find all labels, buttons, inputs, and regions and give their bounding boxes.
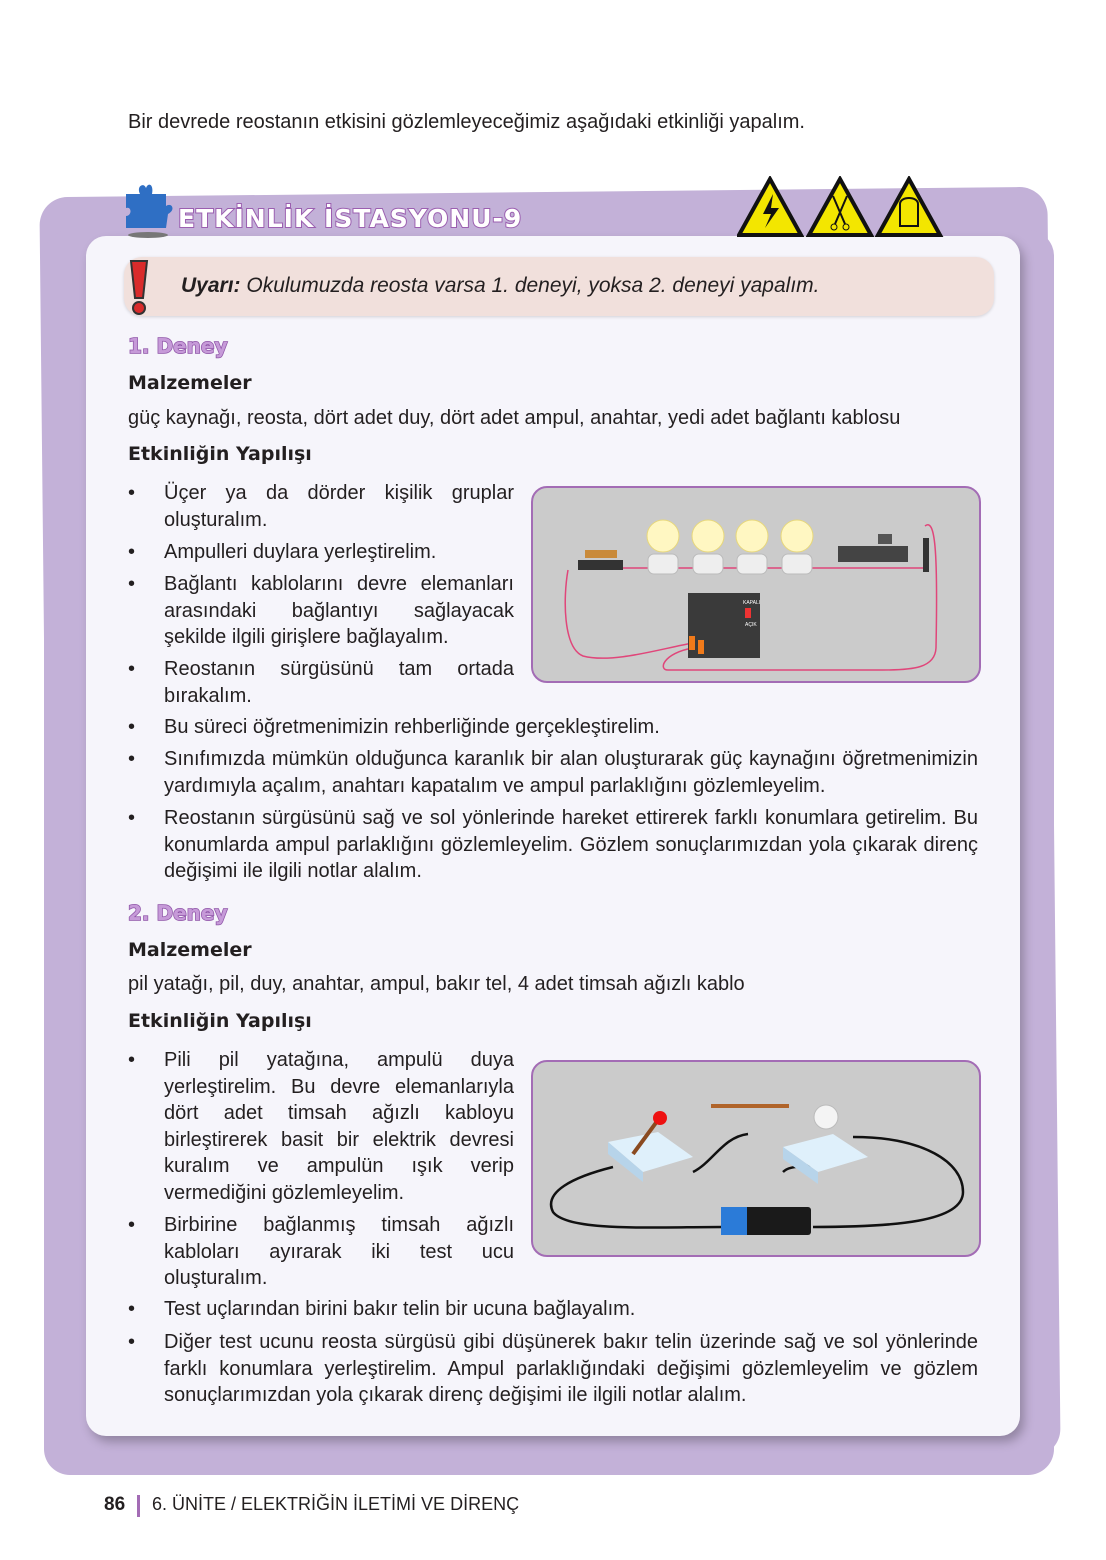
bullet: • — [128, 748, 136, 770]
footer-divider — [137, 1495, 140, 1517]
step: Bu süreci öğretmenimizin rehberliğinde gerçekleştirelim. — [164, 716, 660, 738]
experiment-1-title: 1. Deney — [128, 334, 228, 358]
scissors-warning-icon — [809, 179, 871, 235]
power-supply — [688, 593, 760, 658]
switch — [578, 550, 623, 570]
step: Test uçlarından birini bakır telin bir ucuna bağlayalım. — [164, 1298, 636, 1320]
page-number: 86 — [104, 1494, 126, 1515]
bullet: • — [128, 1331, 136, 1353]
rheostat-circuit-figure — [531, 486, 981, 683]
warning-label: Uyarı: — [181, 274, 241, 297]
warning-text — [181, 274, 820, 298]
activity-title: ETKİNLİK İSTASYONU-9 — [178, 204, 523, 233]
warning-signs — [737, 176, 947, 238]
step: Bağlantı kablolarını devre elemanları arasındaki bağlantıyı sağlayacak şekilde ilgili girişlere bağlayalım. — [164, 573, 514, 648]
intro-text: Bir devrede reostanın etkisini gözlemleyeceğimiz aşağıdaki etkinliği yapalım. — [128, 111, 805, 133]
procedure-heading: Etkinliğin Yapılışı — [128, 1010, 312, 1032]
bullet: • — [128, 573, 136, 595]
bullet: • — [128, 1214, 136, 1236]
experiment-2-title: 2. Deney — [128, 901, 228, 925]
step: Diğer test ucunu reosta sürgüsü gibi düşünerek bakır telin üzerinde sağ ve sol yönlerinde farklı konumlara yerleştirelim. Ampul parlaklığındaki değişimi gözlemleyelim ve gözlem sonuçlarımızdan yola çıkarak direnç değişimi ile ilgili notlar alalım. — [164, 1331, 978, 1406]
bullet: • — [128, 807, 136, 829]
switch — [608, 1111, 693, 1182]
circuit-illustration — [533, 1062, 979, 1255]
bullet: • — [128, 482, 136, 504]
materials-heading: Malzemeler — [128, 372, 252, 394]
puzzle-icon — [122, 180, 174, 240]
bullet: • — [128, 1298, 136, 1320]
power-on-label: KAPALI — [743, 600, 761, 606]
bullet: • — [128, 541, 136, 563]
step: Ampulleri duylara yerleştirelim. — [164, 541, 437, 563]
warning-message: Okulumuzda reosta varsa 1. deneyi, yoksa 2. deneyi yapalım. — [240, 274, 820, 297]
step: Reostanın sürgüsünü tam ortada bırakalım. — [164, 658, 514, 707]
gloves-warning-icon — [878, 179, 940, 235]
power-off-label: AÇIK — [745, 622, 757, 628]
bullet: • — [128, 1049, 136, 1071]
step: Birbirine bağlanmış timsah ağızlı kabloları ayırarak iki test ucu oluşturalım. — [164, 1214, 514, 1289]
high-voltage-warning-icon — [739, 179, 801, 235]
step: Reostanın sürgüsünü sağ ve sol yönlerinde hareket ettirerek farklı konumlara getirelim. Bu konumlarda ampul parlaklığını gözlemleyelim. Gözlem sonuçlarımızdan yola çıkarak direnç değişimi ile ilgili notlar alalım. — [164, 807, 978, 882]
materials-list: pil yatağı, pil, duy, anahtar, ampul, bakır tel, 4 adet timsah ağızlı kablo — [128, 973, 745, 995]
step: Pili pil yatağına, ampulü duya yerleştirelim. Bu devre elemanlarıyla dört adet timsah ağızlı kabloyu birleştirerek basit bir elektrik devresi kuralım ve ampulün ışık verip vermediğini gözlemleyelim. — [164, 1049, 514, 1204]
battery — [721, 1207, 811, 1235]
unit-title: 6. ÜNİTE / ELEKTRİĞİN İLETİMİ VE DİRENÇ — [152, 1494, 520, 1514]
step: Sınıfımızda mümkün olduğunca karanlık bir alan oluşturarak güç kaynağını öğretmenimizin yardımıyla açalım, anahtarı kapatalım ve ampul parlaklığını gözlemleyelim. — [164, 748, 978, 797]
simple-circuit-figure — [531, 1060, 981, 1257]
circuit-illustration — [533, 488, 979, 681]
bullet: • — [128, 716, 136, 738]
bulb-holder — [783, 1105, 868, 1184]
rheostat — [838, 534, 929, 572]
bulbs — [647, 520, 813, 574]
materials-list: güç kaynağı, reosta, dört adet duy, dört adet ampul, anahtar, yedi adet bağlantı kablosu — [128, 407, 901, 429]
step: Üçer ya da dörder kişilik gruplar oluşturalım. — [164, 482, 514, 531]
bullet: • — [128, 658, 136, 680]
materials-heading: Malzemeler — [128, 939, 252, 961]
exclamation-icon — [126, 258, 152, 318]
copper-wire — [711, 1104, 789, 1108]
procedure-heading: Etkinliğin Yapılışı — [128, 443, 312, 465]
